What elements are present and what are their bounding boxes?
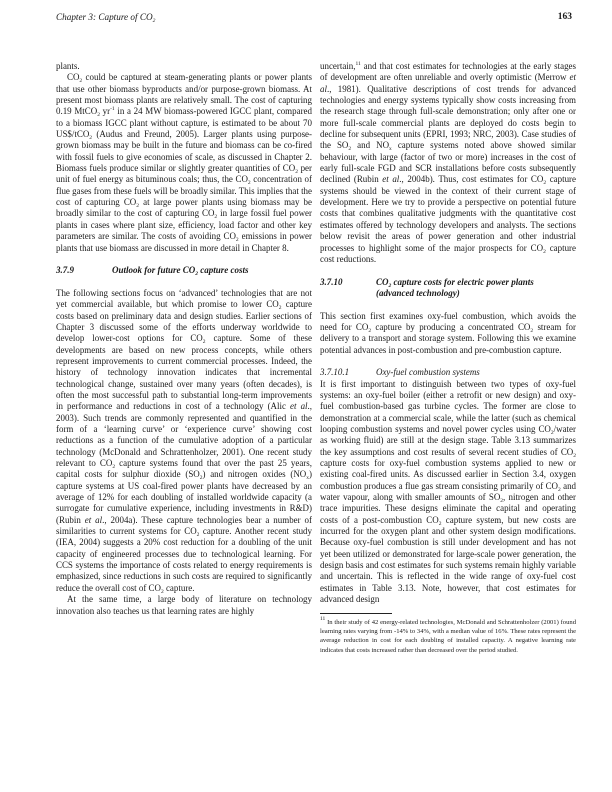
section-number: 3.7.10 (320, 276, 343, 287)
subsection-title: Oxy-fuel combustion systems (376, 367, 480, 378)
footnote-ref[interactable]: 11 (355, 61, 361, 67)
page-number: 163 (557, 12, 572, 22)
chapter-title: Chapter 3: Capture of $CO_2$ (56, 12, 156, 24)
section-heading (56, 265, 312, 276)
footnote-divider (320, 613, 392, 614)
section-title: $CO_2$ capture costs for electric power plants (advanced technology) (376, 276, 534, 298)
section-number: 3.7.9 (56, 265, 74, 276)
paragraph: At the same time, a large body of literature on technology innovation also teaches us that learning rates are highly (56, 594, 312, 616)
paragraph: The following sections focus on ‘advanced’ technologies that are not yet commercial available, but which promise to lower $CO_2$ capture costs based on preliminary data and design studies. Earlier sections of Chapter 3 discussed some of the efforts underway worldwide to develop lower-cost options for $CO_2$ capture. Some of these developments are based on new process concepts, while others represent improvements to current commercial processes. Indeed, the history of technology innovation indicates that incremental technological change, sustained over many years (often decades), is often the most successful path to substantial long-term improvements in performance and reductions in cost of a technology (Alic et al., 2003). Such trends are commonly represented and quantified in the form of a ‘learning curve’ or ‘experience curve’ showing cost reductions as a function of the cumulative adoption of a particular technology (McDonald and Schrattenholzer, 2001). One recent study relevant to $CO_2$ capture systems found that over the past 25 years, capital costs for sulphur dioxide $(SO_2)$ and nitrogen oxides $(NO_x)$ capture systems at US coal-fired power plants have decreased by an average of 12% for each doubling of installed worldwide capacity (a surrogate for cumulative experience, including investments in R&D) (Rubin et al., 2004a). These capture technologies bear a number of similarities to current systems for $CO_2$ capture. Another recent study (IEA, 2004) suggests a 20% cost reduction for a doubling of the unit capacity of engineered processes due to technological learning. For CCS systems the importance of costs related to energy requirements is emphasized, since reductions in such costs are required to significantly reduce the overall cost of $CO_2$ capture. (56, 287, 313, 595)
paragraph: It is first important to distinguish between two types of oxy-fuel systems: an oxy-fuel boiler (either a retrofit or new design) and oxy-fuel combustion-based gas turbine cycles. The former are close to demonstration at a commercial scale, while the latter (such as chemical looping combustion systems and novel power cycles using $CO_2$/water as working fluid) are still at the design stage. Table 3.13 summarizes the key assumptions and cost results of several recent studies of $CO_2$ capture costs for oxy-fuel combustion systems applied to new or existing coal-fired units. As discussed earlier in Section 3.4, oxygen combustion produces a flue gas stream consisting primarily of $CO_2$ and water vapour, along with smaller amounts of $SO_2$, nitrogen and other trace impurities. These designs eliminate the capital and operating costs of a post-combustion $CO_2$ capture system, but new costs are incurred for the oxygen plant and other system design modifications. Because oxy-fuel combustion is still under development and has not yet been utilized or demonstrated for large-scale power generation, the design basis and cost estimates for such systems remain highly variable and uncertain. This is reflected in the wide range of oxy-fuel cost estimates in Table 3.13. Note, however, that cost estimates for advanced design (320, 378, 577, 605)
left-column (56, 61, 312, 617)
section-heading (320, 277, 576, 300)
footnote-marker: 11 (320, 615, 326, 622)
footnote: $^{11}$ In their study of 42 energy-related technologies, McDonald and Schrattenholzer (2001) found learning rates varying from -14% to 34%, with a median value of 16%. These rates represent the average reduction in cost for each doubling of installed capacity. A negative learning rate indicates that costs increased rather than decreased over the period studied. (320, 615, 576, 654)
section-title: Outlook for future $CO_2$ capture costs (112, 265, 249, 278)
paragraph: plants. (56, 61, 80, 71)
paragraph: This section first examines oxy-fuel combustion, which avoids the need for $CO_2$ capture by producing a concentrated $CO_2$ stream for delivery to a transport and storage system. Following this we examine potential advances in post-combustion and pre-combustion capture. (320, 310, 576, 355)
subsection-number: 3.7.10.1 (320, 367, 350, 378)
subsection-heading (320, 367, 576, 378)
right-column (320, 61, 576, 655)
paragraph: $CO_2$ could be captured at steam-generating plants or power plants that use other biomass byproducts and/or purpose-grown biomass. At present most biomass plants are relatively small. The cost of capturing 0.19 MtCO$_2$ $yr^{-1}$ in a 24 MW biomass-powered IGCC plant, compared to a biomass IGCC plant without capture, is estimated to be about 70 US$/tCO$_2$ (Audus and Freund, 2005). Larger plants using purpose-grown biomass may be built in the future and biomass can be co-fired with fossil fuels to give economies of scale, as discussed in Chapter 2. Biomass fuels produce similar or slightly greater quantities of $CO_2$ per unit of fuel energy as bituminous coals; thus, the $CO_2$ concentration of flue gases from these fuels will be broadly similar. This implies that the cost of capturing $CO_2$ at large power plants using biomass may be broadly similar to the cost of capturing $CO_2$ in large fossil fuel power plants in cases where plant size, efficiency, load factor and other key parameters are similar. The costs of avoiding $CO_2$ emissions in power plants that use biomass are discussed in more detail in Chapter 8. (56, 72, 313, 253)
running-header (56, 8, 572, 28)
paragraph: uncertain,$^{11}$ and that cost estimates for technologies at the early stages of development are often unreliable and overly optimistic (Merrow et al., 1981). Qualitative descriptions of cost trends for advanced technologies and energy systems typically show costs increasing from the research stage through full-scale demonstration; only after one or more full-scale commercial plants are deployed do costs begin to decline for subsequent units (EPRI, 1993; NRC, 2003). Case studies of the $SO_2$ and $NO_x$ capture systems noted above showed similar behaviour, with large (factor of two or more) increases in the cost of early full-scale FGD and SCR installations before costs subsequently declined (Rubin et al., 2004b). Thus, cost estimates for $CO_2$ capture systems should be viewed in the context of their current stage of development. Here we try to provide a perspective on potential future costs that combines qualitative judgments with the quantitative cost estimates offered by technology developers and analysts. The sections below revisit the areas of power generation and other industrial processes to highlight some of the major prospects for $CO_2$ capture cost reductions. (320, 61, 576, 264)
